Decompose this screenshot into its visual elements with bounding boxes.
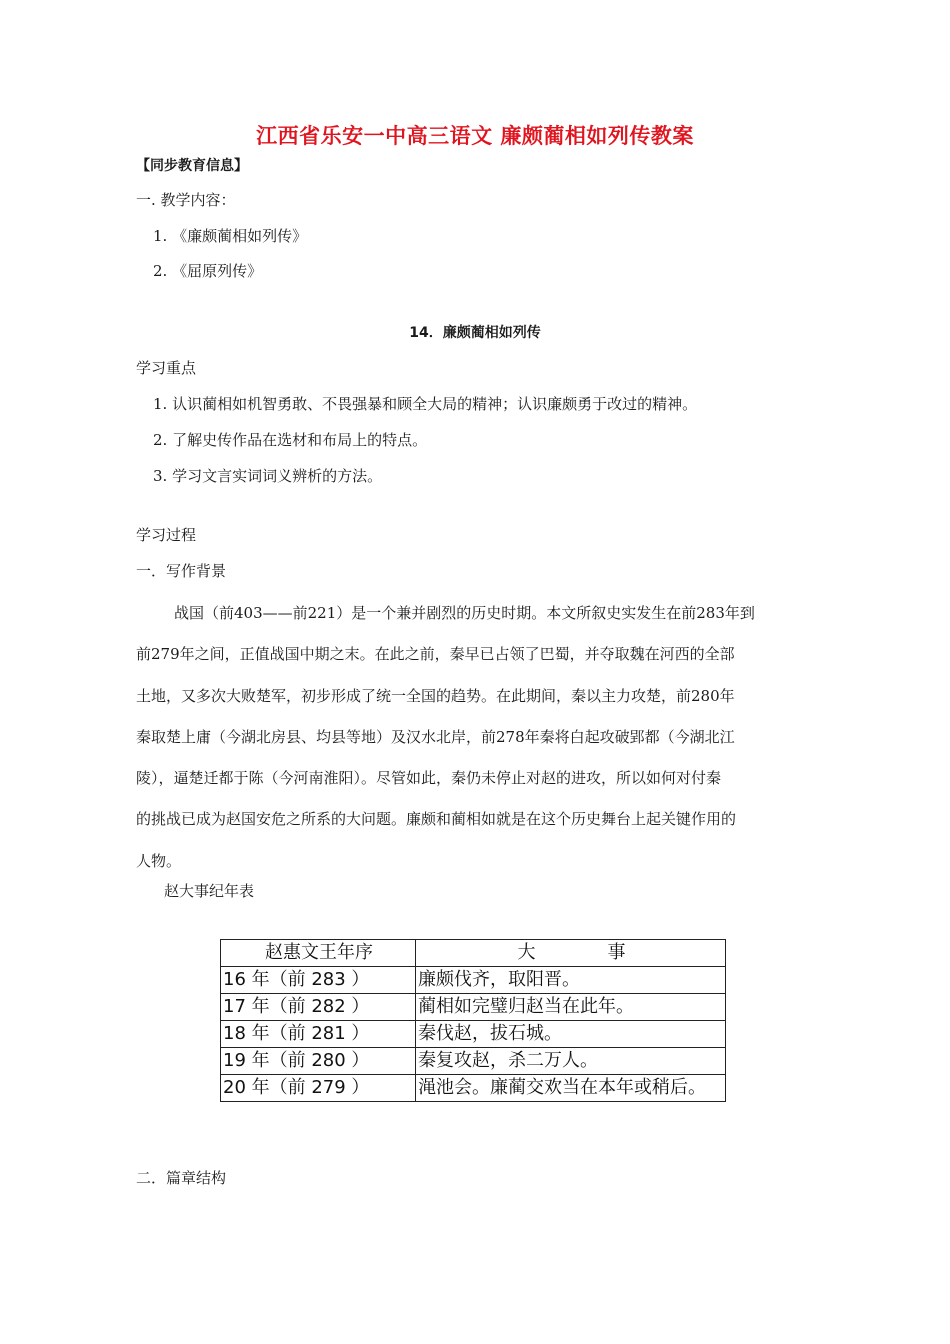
paragraph-line: 人物。 xyxy=(136,851,182,870)
paragraph-line: 土地，又多次大败楚军，初步形成了统一全国的趋势。在此期间，秦以主力攻楚，前280年 xyxy=(136,686,735,705)
process-heading: 学习过程 xyxy=(136,526,197,544)
content-item: 2. 《屈原列传》 xyxy=(153,262,263,280)
table-row xyxy=(221,967,726,994)
paragraph-line: 陵），逼楚迁都于陈（今河南淮阳）。尽管如此，秦仍未停止对赵的进攻，所以如何对付秦 xyxy=(136,769,722,788)
chronology-table xyxy=(220,939,726,1102)
table-cell-year: 16 年（前 283 ） xyxy=(221,967,416,994)
focus-item: 3. 学习文言实词词义辨析的方法。 xyxy=(153,467,383,485)
section1-heading: 一．写作背景 xyxy=(136,562,227,580)
focus-item: 1. 认识蔺相如机智勇敢、不畏强暴和顾全大局的精神；认识廉颇勇于改过的精神。 xyxy=(153,395,698,413)
paragraph-line: 战国（前403——前221）是一个兼并剧烈的历史时期。本文所叙史实发生在前283年到 xyxy=(174,604,755,622)
table-cell-event: 渑池会。廉蔺交欢当在本年或稍后。 xyxy=(416,1075,726,1102)
table-cell-event: 蔺相如完璧归赵当在此年。 xyxy=(416,994,726,1021)
section2-heading: 二．篇章结构 xyxy=(136,1169,227,1187)
table-cell-year: 20 年（前 279 ） xyxy=(221,1075,416,1102)
table-row xyxy=(221,1021,726,1048)
table-row xyxy=(221,994,726,1021)
table-cell-event: 秦复攻赵，杀二万人。 xyxy=(416,1048,726,1075)
paragraph-line: 的挑战已成为赵国安危之所系的大问题。廉颇和蔺相如就是在这个历史舞台上起关键作用的 xyxy=(136,810,737,829)
focus-heading: 学习重点 xyxy=(136,359,197,377)
paragraph-line: 秦取楚上庸（今湖北房县、均县等地）及汉水北岸，前278年秦将白起攻破郢都（今湖北江 xyxy=(136,727,735,746)
table-row xyxy=(221,1075,726,1102)
content-heading: 一. 教学内容： xyxy=(136,191,236,209)
table-cell-year: 18 年（前 281 ） xyxy=(221,1021,416,1048)
lesson-title: 14．廉颇蔺相如列传 xyxy=(409,325,541,341)
table-cell-year: 19 年（前 280 ） xyxy=(221,1048,416,1075)
paragraph-line: 前279年之间，正值战国中期之末。在此之前，秦早已占领了巴蜀，并夺取魏在河西的全部 xyxy=(136,645,735,664)
column-header: 赵惠文王年序 xyxy=(221,940,416,967)
table-cell-event: 廉颇伐齐，取阳晋。 xyxy=(416,967,726,994)
table-row xyxy=(221,1048,726,1075)
table-cell-event: 秦伐赵，拔石城。 xyxy=(416,1021,726,1048)
table-caption: 赵大事纪年表 xyxy=(164,882,255,900)
content-item: 1. 《廉颇蔺相如列传》 xyxy=(153,227,308,245)
sync-header: 【同步教育信息】 xyxy=(136,158,248,174)
focus-item: 2. 了解史传作品在选材和布局上的特点。 xyxy=(153,431,428,449)
column-header: 大 事 xyxy=(416,940,726,967)
table-header-row xyxy=(221,940,726,967)
table-cell-year: 17 年（前 282 ） xyxy=(221,994,416,1021)
background-paragraph xyxy=(136,593,808,882)
document-title: 江西省乐安一中高三语文 廉颇蔺相如列传教案 xyxy=(256,124,694,148)
